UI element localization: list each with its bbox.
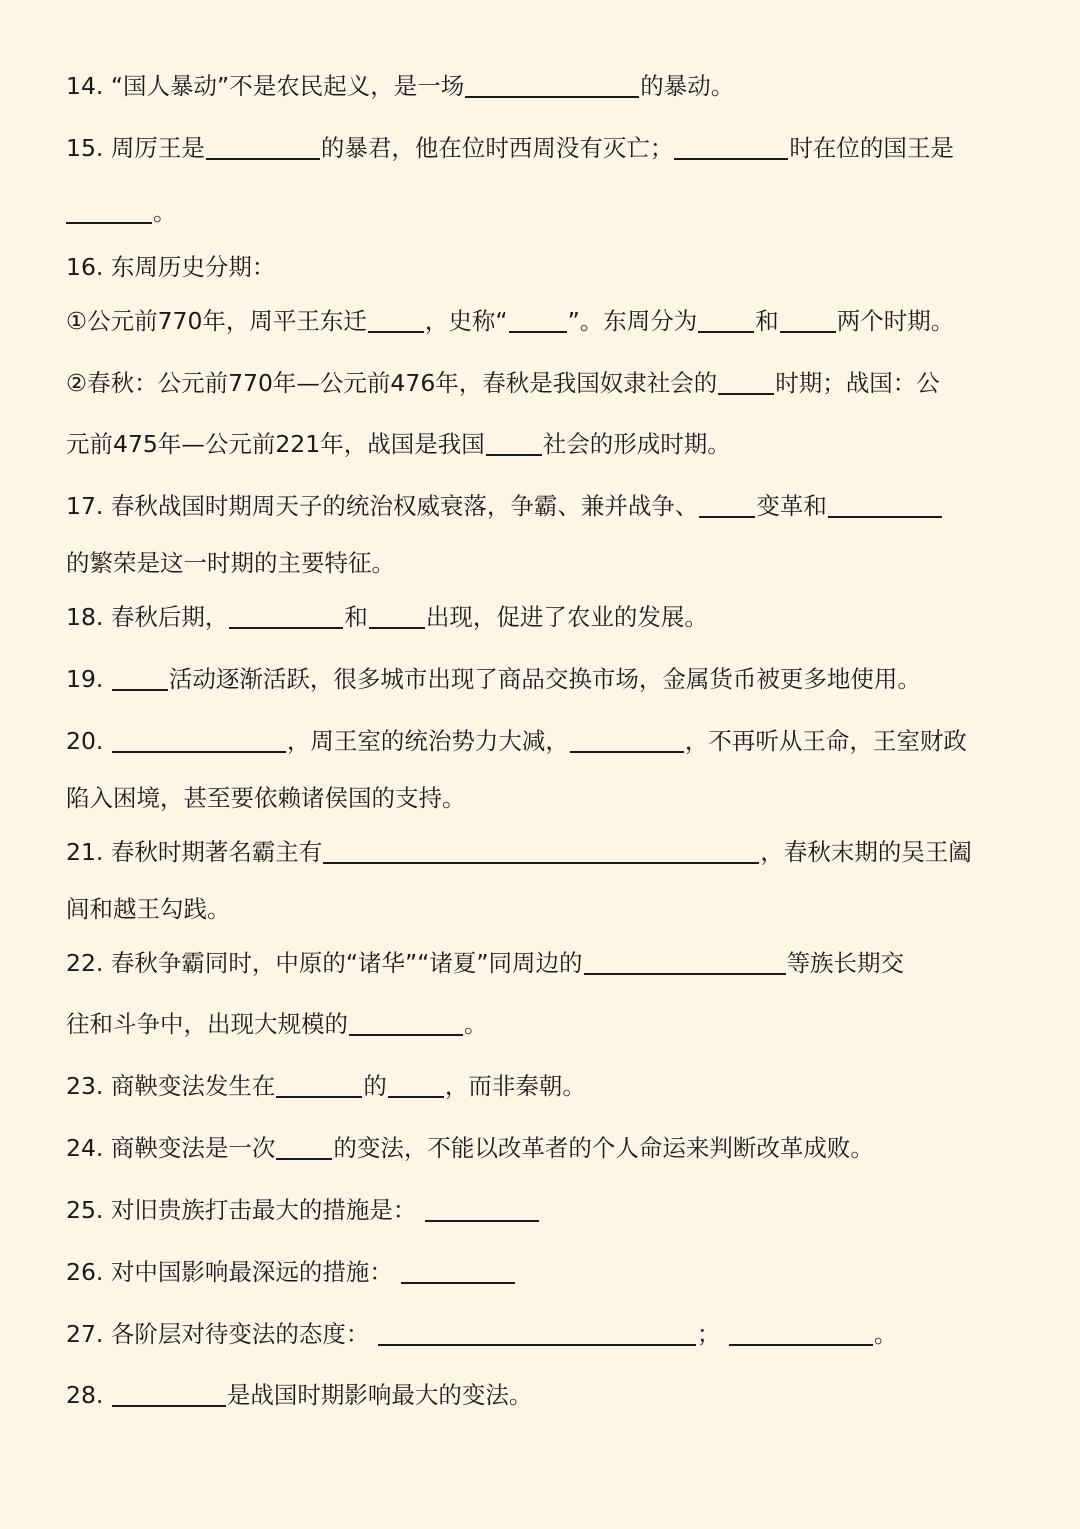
answer-blank[interactable] (401, 1258, 515, 1284)
answer-blank[interactable] (486, 430, 542, 456)
question-text: 两个时期。 (836, 307, 955, 335)
answer-blank[interactable] (206, 134, 320, 160)
question-text: 的变法，不能以改革者的个人命运来判断改革成败。 (333, 1134, 874, 1162)
answer-blank[interactable] (368, 307, 424, 333)
question-text: 对中国影响最深远的措施： (110, 1258, 393, 1286)
question-text: 春秋后期， (110, 603, 229, 631)
question-text: 闾和越王勾践。 (66, 895, 231, 923)
question-28 (66, 1379, 1040, 1411)
answer-blank[interactable] (66, 198, 152, 224)
question-text: 16. 东周历史分期： (66, 253, 276, 281)
question-19 (66, 663, 1040, 695)
question-text: 春秋争霸同时，中原的“诸华”“诸夏”同周边的 (110, 949, 583, 977)
question-text: 的 (363, 1072, 387, 1100)
question-number: 23. (66, 1072, 104, 1100)
answer-blank[interactable] (718, 369, 774, 395)
question-16-title (66, 251, 1040, 283)
question-text: 是战国时期影响最大的变法。 (226, 1381, 533, 1409)
question-text: 和 (344, 603, 368, 631)
question-text: ，而非秦朝。 (444, 1072, 586, 1100)
answer-blank[interactable] (699, 492, 755, 518)
answer-blank[interactable] (465, 72, 639, 98)
answer-blank[interactable] (323, 838, 759, 864)
question-text: 出现，促进了农业的发展。 (425, 603, 708, 631)
question-21 (66, 836, 1040, 868)
answer-blank[interactable] (425, 1196, 539, 1222)
question-22-cont (66, 1008, 1040, 1040)
answer-blank[interactable] (570, 727, 684, 753)
answer-blank[interactable] (584, 949, 786, 975)
question-15-cont (66, 196, 1040, 228)
answer-blank[interactable] (112, 727, 286, 753)
question-15 (66, 132, 1040, 164)
answer-blank[interactable] (729, 1320, 873, 1346)
question-text: 各阶层对待变法的态度： (110, 1320, 370, 1348)
question-25 (66, 1194, 1040, 1226)
question-20-cont (66, 782, 1040, 814)
answer-blank[interactable] (112, 665, 168, 691)
question-text: 。 (153, 198, 177, 226)
question-17 (66, 490, 1040, 522)
question-number: 17. (66, 492, 104, 520)
answer-blank[interactable] (369, 603, 425, 629)
question-text: 变革和 (756, 492, 827, 520)
question-text: 周厉王是 (110, 134, 205, 162)
question-text: 商鞅变法发生在 (110, 1072, 276, 1100)
question-text: 的繁荣是这一时期的主要特征。 (66, 549, 395, 577)
question-text: 社会的形成时期。 (542, 430, 731, 458)
question-text: ②春秋：公元前770年—公元前476年，春秋是我国奴隶社会的 (66, 369, 718, 397)
question-number: 27. (66, 1320, 104, 1348)
question-14 (66, 70, 1040, 102)
question-number: 20. (66, 727, 104, 755)
question-text: 商鞅变法是一次 (110, 1134, 276, 1162)
question-text: 时期；战国：公 (775, 369, 940, 397)
question-number: 15. (66, 134, 104, 162)
question-text: ，春秋末期的吴王阖 (760, 838, 972, 866)
question-text: ，周王室的统治势力大减， (286, 727, 569, 755)
question-text: 往和斗争中，出现大规模的 (66, 1010, 348, 1038)
answer-blank[interactable] (509, 307, 567, 333)
question-text: 元前475年—公元前221年，战国是我国 (66, 430, 485, 458)
question-text: 和 (755, 307, 779, 335)
question-text: 的暴君，他在位时西周没有灭亡； (320, 134, 674, 162)
answer-blank[interactable] (780, 307, 836, 333)
question-number: 14. (66, 72, 104, 100)
question-number: 21. (66, 838, 104, 866)
question-24 (66, 1132, 1040, 1164)
question-number: 24. (66, 1134, 104, 1162)
question-27 (66, 1318, 1040, 1350)
question-text: 时在位的国王是 (789, 134, 954, 162)
question-text: 的暴动。 (640, 72, 735, 100)
question-number: 22. (66, 949, 104, 977)
question-text: 春秋时期著名霸主有 (110, 838, 323, 866)
question-text: 活动逐渐活跃，很多城市出现了商品交换市场，金属货币被更多地使用。 (168, 665, 921, 693)
question-text: ； (696, 1320, 721, 1348)
question-16-item-2-cont (66, 428, 1040, 460)
question-16-item-2 (66, 367, 1040, 399)
question-number: 18. (66, 603, 104, 631)
question-26 (66, 1256, 1040, 1288)
question-17-cont (66, 547, 1040, 579)
answer-blank[interactable] (674, 134, 788, 160)
question-text: 对旧贵族打击最大的措施是： (110, 1196, 417, 1224)
question-text: ”。东周分为 (567, 307, 698, 335)
question-text: ，不再听从王命，王室财政 (684, 727, 967, 755)
answer-blank[interactable] (229, 603, 343, 629)
answer-blank[interactable] (828, 492, 942, 518)
question-text: ①公元前770年，周平王东迁 (66, 307, 367, 335)
question-text: 。 (464, 1010, 488, 1038)
question-text: “国人暴动”不是农民起义，是一场 (110, 72, 465, 100)
question-23 (66, 1070, 1040, 1102)
question-number: 25. (66, 1196, 104, 1224)
question-18 (66, 601, 1040, 633)
question-21-cont (66, 893, 1040, 925)
question-22 (66, 947, 1040, 979)
question-16-item-1 (66, 305, 1040, 337)
answer-blank[interactable] (698, 307, 754, 333)
answer-blank[interactable] (112, 1381, 226, 1407)
question-20 (66, 725, 1040, 757)
answer-blank[interactable] (378, 1320, 696, 1346)
question-text: 陷入困境，甚至要依赖诸侯国的支持。 (66, 784, 466, 812)
answer-blank[interactable] (276, 1134, 332, 1160)
answer-blank[interactable] (276, 1072, 362, 1098)
answer-blank[interactable] (388, 1072, 444, 1098)
question-text: 春秋战国时期周天子的统治权威衰落，争霸、兼并战争、 (110, 492, 699, 520)
question-number: 26. (66, 1258, 104, 1286)
answer-blank[interactable] (349, 1010, 463, 1036)
question-number: 28. (66, 1381, 104, 1409)
question-text: 等族长期交 (786, 949, 905, 977)
question-text: 。 (873, 1320, 898, 1348)
question-text: ，史称“ (424, 307, 508, 335)
question-number: 19. (66, 665, 104, 693)
